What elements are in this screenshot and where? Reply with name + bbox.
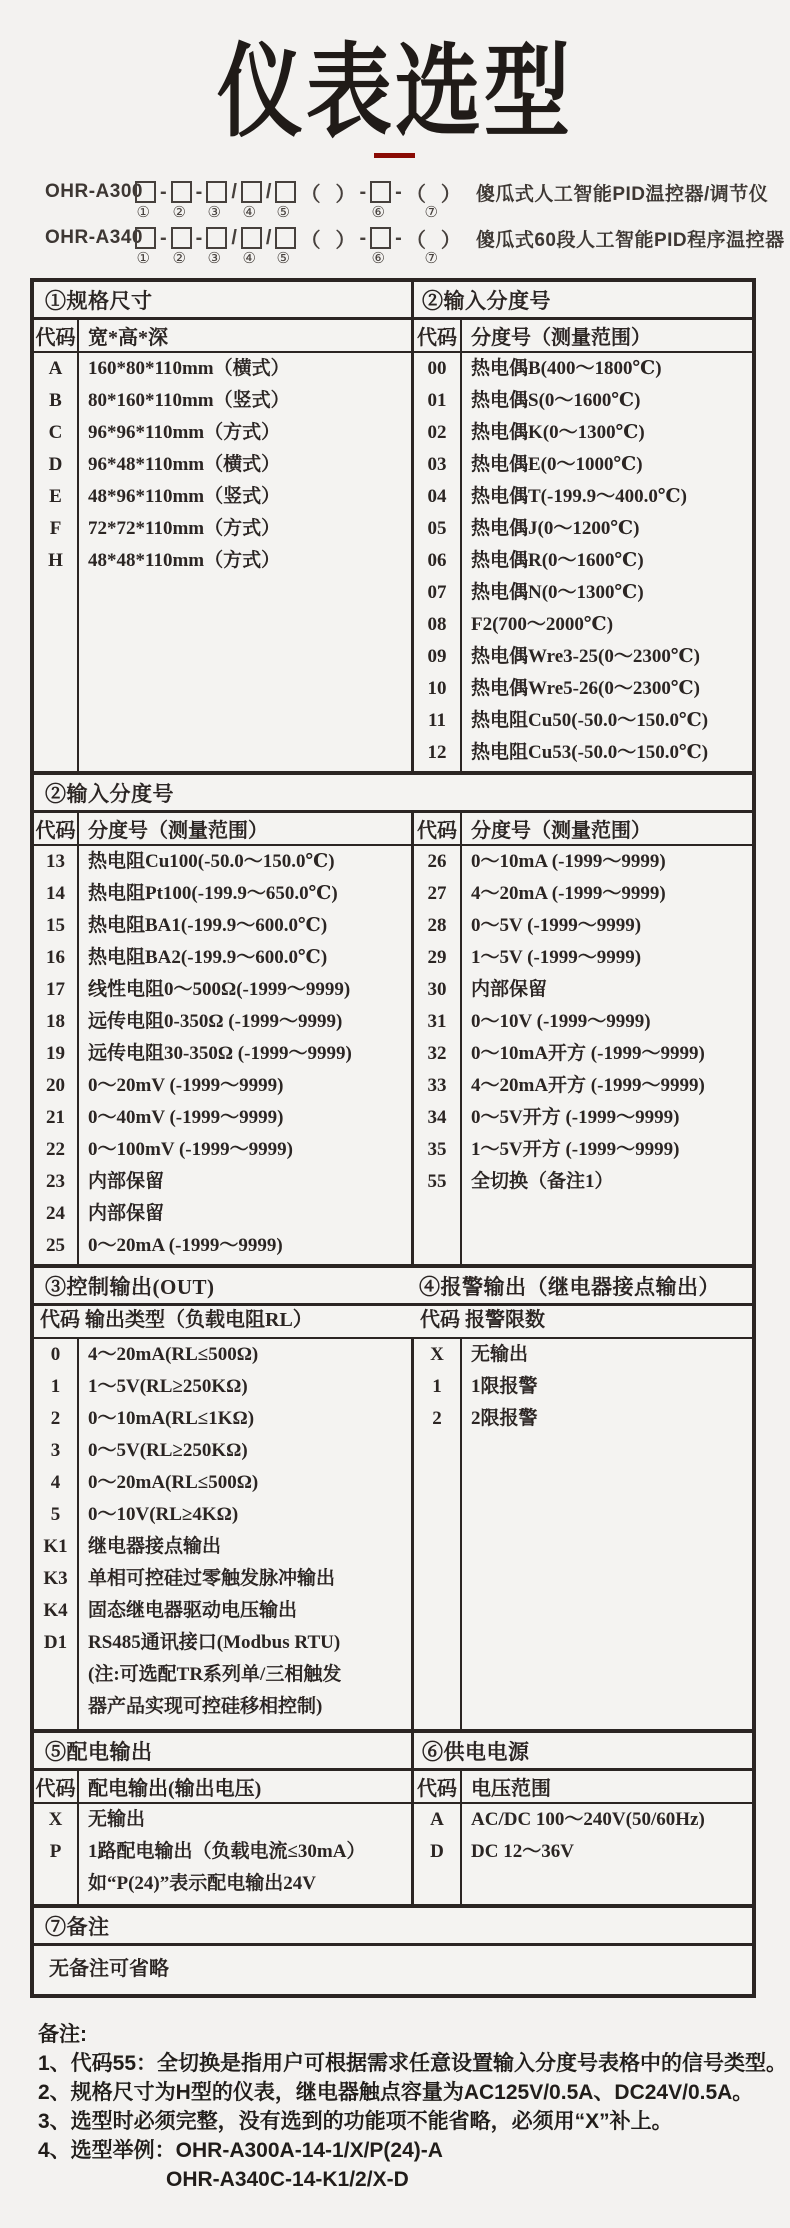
- row-desc: 48*96*110mm（竖式）: [88, 486, 281, 507]
- row-code: 30: [427, 979, 447, 1000]
- row-desc: 热电阻BA1(-199.9～600.0℃): [88, 915, 328, 936]
- code-box: [206, 227, 227, 249]
- row-code: 55: [427, 1171, 447, 1192]
- code-box: [275, 181, 296, 203]
- row-code: 25: [46, 1235, 65, 1256]
- row-desc: 全切换（备注1）: [471, 1171, 614, 1192]
- alarm-limit-header: 代码 报警限数: [420, 1309, 545, 1331]
- code-box: [171, 181, 192, 203]
- row-desc: 0～10mA (-1999～9999): [471, 851, 666, 872]
- column-header-row: [34, 813, 752, 846]
- row-desc: 热电偶S(0～1600℃): [471, 390, 641, 411]
- column-header-row: [34, 1306, 752, 1339]
- row-desc: 80*160*110mm（竖式）: [88, 390, 290, 411]
- section1-title: ①规格尺寸: [34, 282, 414, 317]
- code-box: [370, 227, 391, 249]
- position-digit: ②: [172, 204, 186, 221]
- row-desc: 1～5V(RL≥250KΩ): [88, 1376, 248, 1397]
- section7-title: ⑦备注: [34, 1908, 752, 1946]
- row-code: 02: [427, 422, 447, 443]
- position-digit: ⑥: [371, 250, 385, 267]
- row-desc: 内部保留: [88, 1171, 165, 1192]
- row-code: P: [49, 1841, 62, 1862]
- row-code: 26: [427, 851, 447, 872]
- separator: /: [231, 180, 237, 203]
- row-code: 01: [427, 390, 447, 411]
- row-desc: 热电偶J(0～1200℃): [471, 518, 640, 539]
- row-desc: 内部保留: [471, 979, 548, 1000]
- row-code: 09: [427, 646, 447, 667]
- row-desc: 2限报警: [471, 1408, 538, 1429]
- row-code: 12: [427, 742, 447, 763]
- row-desc: 固态继电器驱动电压输出: [88, 1600, 298, 1621]
- position-digit: ④: [242, 250, 256, 267]
- row-desc: 远传电阻0-350Ω (-1999～9999): [88, 1011, 343, 1032]
- position-digit: ④: [242, 204, 256, 221]
- row-code: 22: [46, 1139, 65, 1160]
- section-input-continued: [34, 771, 752, 1264]
- code-box: [171, 227, 192, 249]
- separator: -: [395, 226, 402, 249]
- row-code: 3: [50, 1440, 61, 1461]
- row-code: 32: [427, 1043, 447, 1064]
- output-type-header: 代码 输出类型（负载电阻RL）: [40, 1309, 313, 1331]
- row-code: 31: [427, 1011, 447, 1032]
- row-code: A: [48, 358, 63, 379]
- position-digit: ⑥: [371, 204, 385, 221]
- row-desc: 0～100mV (-1999～9999): [88, 1139, 293, 1160]
- footnote-item: 4、选型举例：OHR-A300A-14-1/X/P(24)-A: [38, 2139, 443, 2162]
- row-desc: 0～10V(RL≥4KΩ): [88, 1504, 239, 1525]
- separator: -: [395, 180, 402, 203]
- row-code: 07: [427, 582, 447, 603]
- code-column-header: 代码: [34, 320, 79, 351]
- section-title-row: [34, 1268, 752, 1306]
- range-column-header: 分度号（测量范围）: [471, 327, 651, 349]
- separator: -: [160, 226, 167, 249]
- row-code: 16: [46, 947, 65, 968]
- row-desc: 96*96*110mm（方式）: [88, 422, 281, 443]
- parentheses: （ ）: [300, 183, 356, 206]
- row-desc: 0～20mV (-1999～9999): [88, 1075, 284, 1096]
- section-size-and-input: [34, 282, 752, 771]
- separator: -: [359, 180, 367, 203]
- model-line: [45, 225, 785, 271]
- separator: -: [160, 180, 167, 203]
- row-desc: AC/DC 100～240V(50/60Hz): [471, 1809, 705, 1830]
- footnote-item: 2、规格尺寸为H型的仪表，继电器触点容量为AC125V/0.5A、DC24V/0.5A。: [38, 2081, 754, 2104]
- separator: -: [359, 226, 367, 249]
- model-name: OHR-A340: [45, 227, 143, 248]
- footnote-item: 3、选型时必须完整，没有选到的功能项不能省略，必须用“X”补上。: [38, 2110, 673, 2133]
- row-code: 27: [427, 883, 447, 904]
- separator: -: [195, 226, 203, 249]
- section-title-row: [34, 1733, 752, 1771]
- row-code: 04: [427, 486, 447, 507]
- row-desc: 96*48*110mm（横式）: [88, 454, 281, 475]
- position-digit: ⑤: [276, 250, 290, 267]
- row-desc: 热电阻Pt100(-199.9～650.0℃): [88, 883, 338, 904]
- range-column-header: 分度号（测量范围）: [471, 820, 651, 842]
- parentheses: （ ）: [405, 229, 461, 252]
- row-desc: 0～5V (-1999～9999): [471, 915, 642, 936]
- separator: /: [265, 180, 272, 203]
- position-digit: ①: [136, 250, 150, 267]
- row-code: 05: [427, 518, 447, 539]
- input-table-body-b-left: [34, 846, 414, 1264]
- row-code: 08: [427, 614, 447, 635]
- remark-body: 无备注可省略: [49, 1958, 169, 1980]
- row-code: H: [48, 550, 63, 571]
- page-title: 仪表选型: [217, 36, 573, 150]
- row-desc: 无输出: [471, 1344, 529, 1365]
- row-code: 2: [50, 1408, 61, 1429]
- row-desc: 1限报警: [471, 1376, 538, 1397]
- row-code: 35: [427, 1139, 447, 1160]
- row-code: B: [49, 390, 62, 411]
- row-code: K1: [43, 1536, 68, 1557]
- row-desc: 0～10mA开方 (-1999～9999): [471, 1043, 705, 1064]
- row-desc: 4～20mA(RL≤500Ω): [88, 1344, 259, 1365]
- row-code: [34, 1691, 77, 1723]
- code-box: [241, 227, 262, 249]
- row-code: 29: [427, 947, 447, 968]
- voltage-range-header: 电压范围: [471, 1778, 551, 1800]
- row-code: 00: [427, 358, 447, 379]
- row-desc: F2(700～2000℃): [471, 614, 614, 635]
- position-digit: ②: [172, 250, 186, 267]
- row-desc: 0～40mV (-1999～9999): [88, 1107, 284, 1128]
- row-code: E: [49, 486, 62, 507]
- section-title-row: [34, 282, 752, 320]
- code-column-header: 代码: [414, 813, 462, 844]
- row-code: D: [430, 1841, 444, 1862]
- alarm-table-body: [414, 1339, 752, 1729]
- row-code: 15: [46, 915, 65, 936]
- row-desc: 热电偶Wre5-26(0～2300℃): [471, 678, 700, 699]
- row-code: 1: [432, 1376, 442, 1397]
- section5-title: ⑤配电输出: [34, 1733, 414, 1768]
- section2-title: ②输入分度号: [422, 288, 551, 313]
- model-description: 傻瓜式60段人工智能PID程序温控器: [475, 229, 785, 251]
- row-desc: 热电偶E(0～1000℃): [471, 454, 643, 475]
- section2b-title: ②输入分度号: [34, 775, 752, 813]
- section-power-distribution-and-supply: [34, 1729, 752, 1904]
- size-column-header: 宽*高*深: [88, 327, 168, 349]
- section-output-and-alarm: [34, 1264, 752, 1729]
- row-desc: 线性电阻0～500Ω(-1999～9999): [88, 979, 351, 1000]
- code-box: [206, 181, 227, 203]
- row-code: F: [49, 518, 62, 539]
- row-desc: 热电阻Cu53(-50.0～150.0℃): [471, 742, 709, 763]
- row-desc: 热电偶K(0～1300℃): [471, 422, 645, 443]
- row-code: X: [48, 1809, 63, 1830]
- row-code: K3: [43, 1568, 68, 1589]
- title-underline: [374, 153, 415, 158]
- row-desc: 内部保留: [88, 1203, 165, 1224]
- row-desc: 1～5V (-1999～9999): [471, 947, 642, 968]
- size-table-body: [34, 353, 414, 771]
- model-description: 傻瓜式人工智能PID温控器/调节仪: [475, 183, 769, 205]
- parentheses: （ ）: [300, 229, 356, 252]
- row-desc: 0～20mA (-1999～9999): [88, 1235, 283, 1256]
- distribution-table-body: [34, 1804, 414, 1904]
- code-column-header: 代码: [414, 1771, 462, 1802]
- column-header-row: [34, 1771, 752, 1804]
- row-desc: 热电偶T(-199.9～400.0℃): [471, 486, 687, 507]
- row-code: 0: [50, 1344, 61, 1365]
- row-code: 17: [46, 979, 65, 1000]
- row-code: 13: [46, 851, 65, 872]
- row-code: [34, 1868, 77, 1900]
- row-code: 4: [50, 1472, 61, 1493]
- row-code: 18: [46, 1011, 65, 1032]
- column-header-row: [34, 320, 752, 353]
- row-code: 2: [432, 1408, 442, 1429]
- row-desc: 4～20mA开方 (-1999～9999): [471, 1075, 705, 1096]
- position-digit: ⑤: [276, 204, 290, 221]
- footnote-item: 1、代码55：全切换是指用户可根据需求任意设置输入分度号表格中的信号类型。: [38, 2052, 788, 2075]
- footnotes-label: 备注:: [38, 2023, 87, 2046]
- code-box: [241, 181, 262, 203]
- row-code: 14: [46, 883, 65, 904]
- row-desc: 72*72*110mm（方式）: [88, 518, 281, 539]
- code-column-header: 代码: [414, 320, 462, 351]
- row-desc: 无输出: [88, 1809, 146, 1830]
- row-desc: 0～10mA(RL≤1KΩ): [88, 1408, 255, 1429]
- row-desc: 160*80*110mm（横式）: [88, 358, 290, 379]
- code-column-header: 代码: [34, 1771, 79, 1802]
- row-desc: 1～5V开方 (-1999～9999): [471, 1139, 680, 1160]
- row-desc: 热电偶R(0～1600℃): [471, 550, 644, 571]
- position-digit: ③: [207, 250, 221, 267]
- row-desc: 4～20mA (-1999～9999): [471, 883, 666, 904]
- row-code: 03: [427, 454, 447, 475]
- row-desc: 如“P(24)”表示配电输出24V: [88, 1873, 316, 1894]
- row-desc: 热电偶B(400～1800℃): [471, 358, 662, 379]
- row-code: 5: [50, 1504, 61, 1525]
- code-column-header: 代码: [34, 813, 79, 844]
- selection-table: [30, 278, 756, 1998]
- row-code: 28: [427, 915, 447, 936]
- row-code: [34, 1659, 77, 1691]
- row-desc: 0～5V开方 (-1999～9999): [471, 1107, 680, 1128]
- row-code: 34: [427, 1107, 447, 1128]
- separator: /: [265, 226, 272, 249]
- section3-title: ③控制输出(OUT): [45, 1274, 215, 1299]
- row-code: 21: [46, 1107, 65, 1128]
- row-code: D: [48, 454, 63, 475]
- row-desc: 继电器接点输出: [88, 1536, 222, 1557]
- row-desc: 热电阻Cu100(-50.0～150.0℃): [88, 851, 335, 872]
- row-code: 33: [427, 1075, 447, 1096]
- row-desc: RS485通讯接口(Modbus RTU): [88, 1632, 341, 1653]
- code-box: [370, 181, 391, 203]
- section-remark: [34, 1904, 752, 1994]
- model-name: OHR-A300: [45, 181, 143, 202]
- row-desc: 1路配电输出（负载电流≤30mA）: [88, 1841, 366, 1862]
- row-code: 11: [428, 710, 446, 731]
- row-desc: 器产品实现可控硅移相控制): [88, 1696, 323, 1717]
- parentheses: （ ）: [405, 183, 461, 206]
- row-code: 20: [46, 1075, 65, 1096]
- row-desc: 热电偶N(0～1300℃): [471, 582, 644, 603]
- row-code: D1: [43, 1632, 68, 1653]
- input-table-body-b-right: [414, 846, 752, 1264]
- model-lines: [45, 179, 785, 271]
- position-digit: ①: [136, 204, 150, 221]
- row-code: C: [48, 422, 63, 443]
- footnotes: [38, 2020, 788, 2194]
- footnote-example2: OHR-A340C-14-K1/2/X-D: [166, 2168, 409, 2191]
- row-code: A: [430, 1809, 444, 1830]
- section4-title: ④报警输出（继电器接点输出）: [419, 1274, 720, 1299]
- row-desc: 0～10V (-1999～9999): [471, 1011, 651, 1032]
- row-desc: 0～20mA(RL≤500Ω): [88, 1472, 259, 1493]
- row-code: 1: [50, 1376, 61, 1397]
- row-desc: 热电阻Cu50(-50.0～150.0℃): [471, 710, 709, 731]
- row-code: X: [430, 1344, 444, 1365]
- row-desc: 热电偶Wre3-25(0～2300℃): [471, 646, 700, 667]
- row-code: 10: [427, 678, 447, 699]
- row-code: 24: [46, 1203, 65, 1224]
- output-table-body: [34, 1339, 414, 1729]
- separator: -: [195, 180, 203, 203]
- distribution-output-header: 配电输出(输出电压): [88, 1778, 262, 1800]
- position-digit: ③: [207, 204, 221, 221]
- row-code: 19: [46, 1043, 65, 1064]
- code-box: [135, 181, 156, 203]
- supply-table-body: [414, 1804, 752, 1904]
- row-desc: 远传电阻30-350Ω (-1999～9999): [88, 1043, 352, 1064]
- code-box: [275, 227, 296, 249]
- row-code: 06: [427, 550, 447, 571]
- row-desc: (注:可选配TR系列单/三相触发: [88, 1664, 342, 1685]
- position-digit: ⑦: [424, 204, 438, 221]
- row-desc: 0～5V(RL≥250KΩ): [88, 1440, 248, 1461]
- row-code: K4: [43, 1600, 68, 1621]
- model-line: [45, 179, 775, 225]
- row-desc: DC 12～36V: [471, 1841, 574, 1862]
- position-digit: ⑦: [424, 250, 438, 267]
- row-desc: 48*48*110mm（方式）: [88, 550, 281, 571]
- code-box: [135, 227, 156, 249]
- row-desc: 热电阻BA2(-199.9～600.0℃): [88, 947, 328, 968]
- separator: /: [231, 226, 237, 249]
- input-table-body-a: [414, 353, 752, 771]
- range-column-header: 分度号（测量范围）: [88, 820, 268, 842]
- row-code: 23: [46, 1171, 65, 1192]
- section6-title: ⑥供电电源: [422, 1739, 530, 1764]
- row-desc: 单相可控硅过零触发脉冲输出: [88, 1568, 336, 1589]
